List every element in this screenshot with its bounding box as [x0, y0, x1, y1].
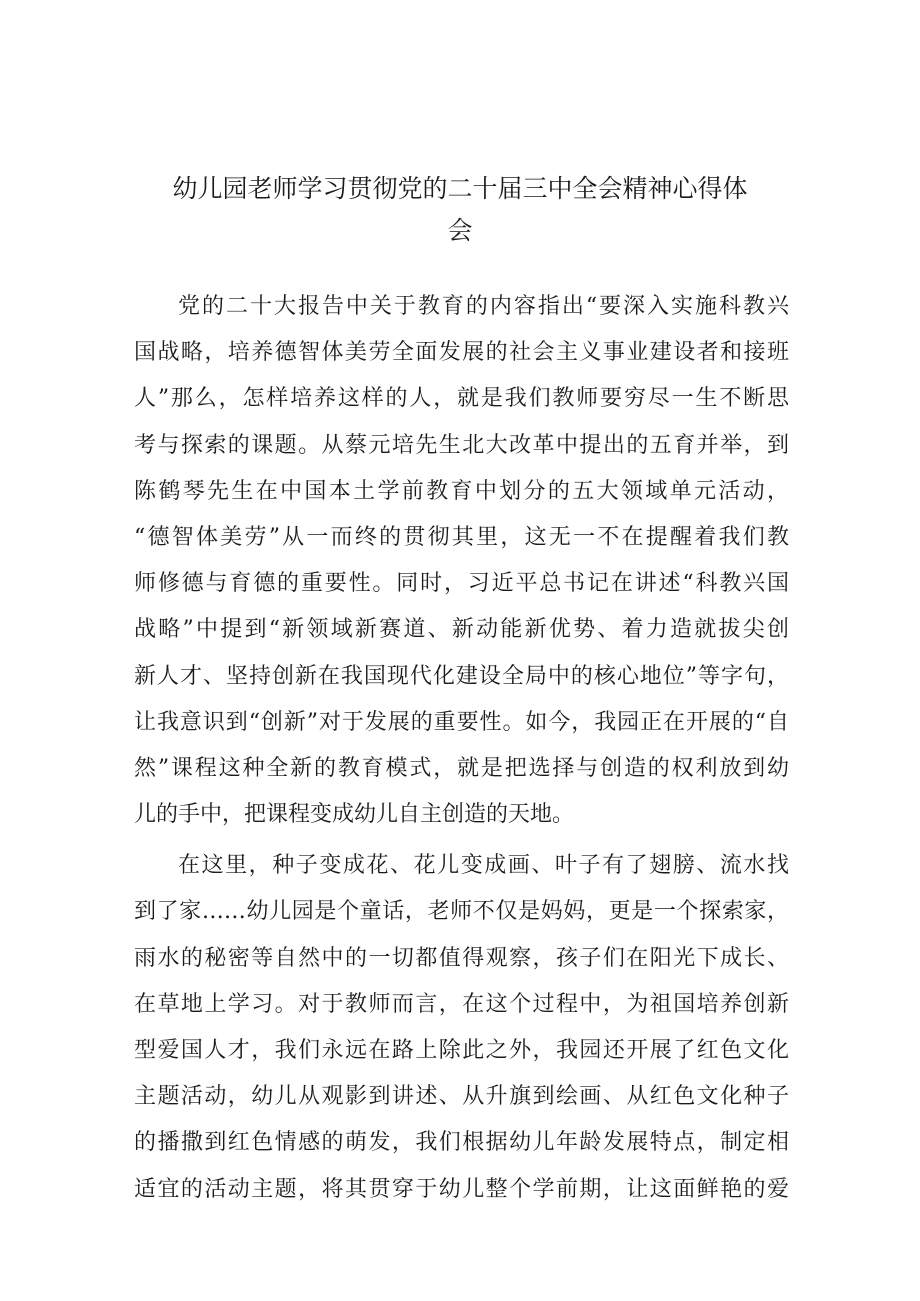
- text-line: 国战略，培养德智体美劳全面发展的社会主义事业建设者和接班: [134, 340, 789, 366]
- title-line: 幼儿园老师学习贯彻党的二十届三中全会精神心得体: [172, 174, 748, 203]
- text-line: 战略”中提到“新领域新赛道、新动能新优势、着力造就拔尖创: [134, 617, 789, 643]
- text-line: 师修德与育德的重要性。同时，习近平总书记在讲述“科教兴国: [134, 571, 789, 597]
- text-line: 让我意识到“创新”对于发展的重要性。如今，我园正在开展的“自: [134, 709, 789, 735]
- text-line: 然”课程这种全新的教育模式，就是把选择与创造的权利放到幼: [134, 755, 789, 781]
- title-line: 会: [447, 216, 473, 245]
- text-line: 在这里，种子变成花、花儿变成画、叶子有了翅膀、流水找: [178, 853, 789, 879]
- text-line: 新人才、坚持创新在我国现代化建设全局中的核心地位”等字句，: [134, 663, 789, 689]
- text-line: 到了家……幼儿园是个童话，老师不仅是妈妈，更是一个探索家，: [134, 899, 789, 925]
- text-line: 党的二十大报告中关于教育的内容指出“要深入实施科教兴: [178, 294, 789, 319]
- text-line: 儿的手中，把课程变成幼儿自主创造的天地。: [134, 802, 575, 828]
- text-line: 在草地上学习。对于教师而言，在这个过程中，为祖国培养创新: [134, 991, 789, 1017]
- text-line: “德智体美劳”从一而终的贯彻其里，这无一不在提醒着我们教: [134, 524, 789, 550]
- text-line: 的播撒到红色情感的萌发，我们根据幼儿年龄发展特点，制定相: [134, 1130, 789, 1156]
- text-line: 主题活动，幼儿从观影到讲述、从升旗到绘画、从红色文化种子: [134, 1084, 789, 1110]
- text-line: 型爱国人才，我们永远在路上除此之外，我园还开展了红色文化: [134, 1038, 789, 1063]
- text-line: 考与探索的课题。从蔡元培先生北大改革中提出的五育并举，到: [134, 432, 789, 458]
- text-line: 雨水的秘密等自然中的一切都值得观察，孩子们在阳光下成长、: [134, 945, 789, 971]
- paragraph: [134, 843, 789, 1213]
- paragraph: [134, 284, 789, 838]
- text-line: 人”那么，怎样培养这样的人，就是我们教师要穷尽一生不断思: [134, 386, 789, 412]
- document-body: [134, 284, 789, 1213]
- text-line: 适宜的活动主题，将其贯穿于幼儿整个学前期，让这面鲜艳的爱: [134, 1176, 789, 1202]
- text-line: 陈鹤琴先生在中国本土学前教育中划分的五大领域单元活动，: [134, 478, 789, 504]
- document-title: [120, 168, 800, 252]
